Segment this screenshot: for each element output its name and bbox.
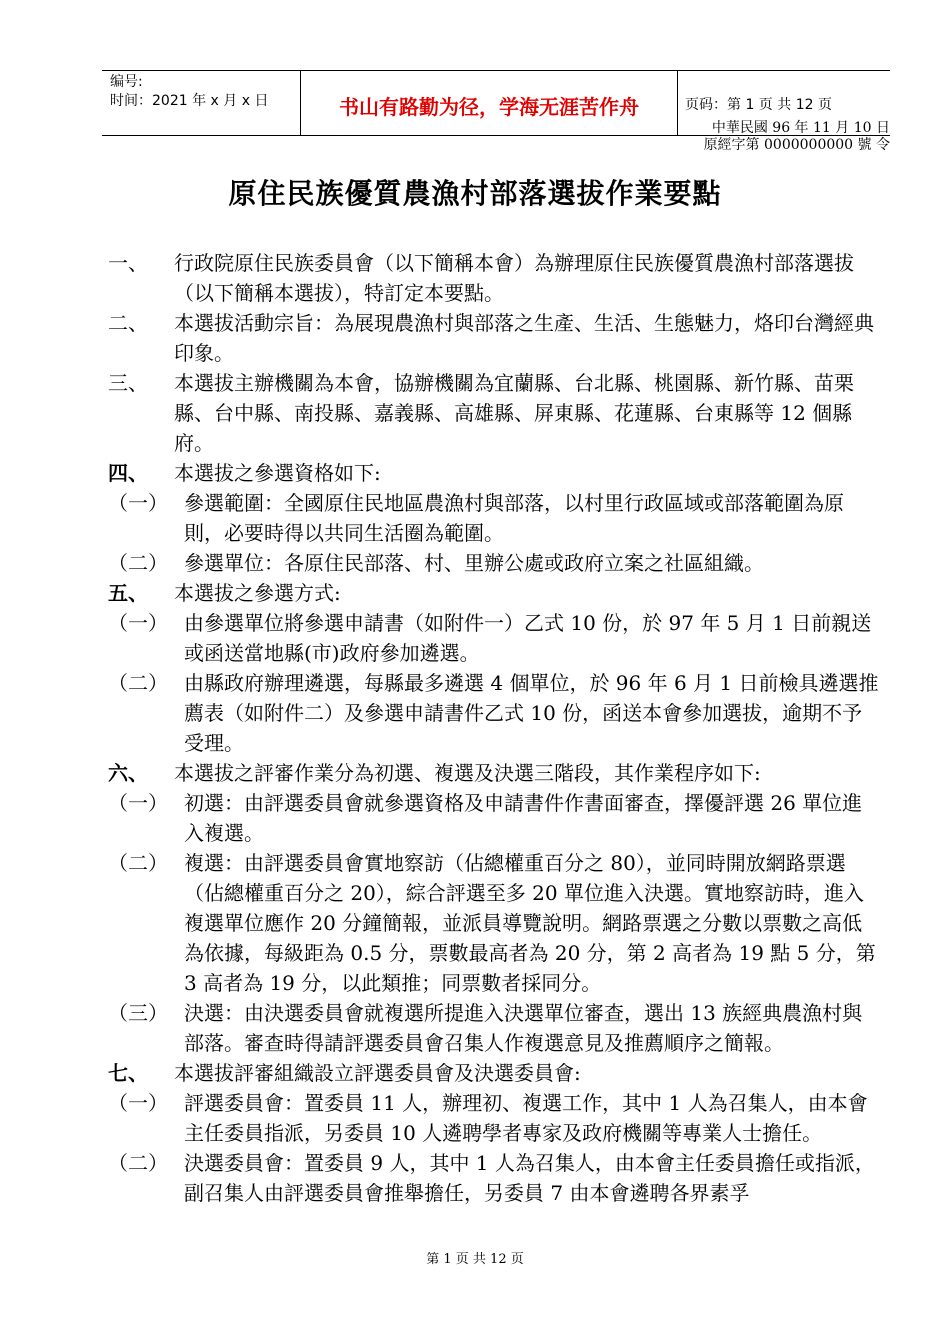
issue-ref: 原經字第 0000000000 號 令 bbox=[703, 137, 890, 153]
item-text: 複選：由評選委員會實地察訪（佔總權重百分之 80），並同時開放網路票選（佔總權重百分之 20），綜合評選至多 20 單位進入決選。實地察訪時，進入複選單位應作 20 分鐘簡報，並派員導覽說明。網路票選之分數以票數之高低為依據，每級距為 0.5 分，票數最高者為 20 分，第 2 高者為 19 點 5 分，第 3 高者為 19 分，以此類推；同票數者採同分。 bbox=[184, 851, 876, 995]
sub-item bbox=[108, 1088, 898, 1148]
item-text: 參選單位：各原住民部落、村、里辦公處或政府立案之社區組織。 bbox=[184, 551, 764, 575]
article-item bbox=[108, 308, 898, 368]
sub-item bbox=[108, 848, 898, 998]
code-label: 编号: bbox=[110, 74, 143, 90]
header-motto: 书山有路勤为径，学海无涯苦作舟 bbox=[339, 95, 639, 119]
item-number: （一） bbox=[108, 791, 168, 815]
item-number: （一） bbox=[108, 611, 168, 635]
item-text: 本選拔活動宗旨：為展現農漁村與部落之生產、生活、生態魅力，烙印台灣經典印象。 bbox=[174, 311, 874, 365]
article-item bbox=[108, 578, 898, 608]
item-number: 四、 bbox=[108, 461, 148, 485]
article-item bbox=[108, 248, 898, 308]
item-number: （二） bbox=[108, 1151, 168, 1175]
article-item bbox=[108, 458, 898, 488]
time-label: 时间：2021 年 x 月 x 日 bbox=[110, 93, 269, 109]
item-text: 由縣政府辦理遴選，每縣最多遴選 4 個單位，於 96 年 6 月 1 日前檢具遴選推薦表（如附件二）及參選申請書件乙式 10 份，函送本會參加選拔，逾期不予受理。 bbox=[184, 671, 879, 755]
sub-item bbox=[108, 998, 898, 1058]
article-item bbox=[108, 1058, 898, 1088]
sub-item bbox=[108, 668, 898, 758]
header-divider bbox=[677, 71, 678, 135]
issue-date: 中華民國 96 年 11 月 10 日 bbox=[711, 120, 890, 136]
item-number: （二） bbox=[108, 671, 168, 695]
sub-item bbox=[108, 488, 898, 548]
item-text: 本選拔之評審作業分為初選、複選及決選三階段，其作業程序如下: bbox=[174, 761, 761, 785]
header-page-info: 页码：第 1 页 共 12 页 bbox=[685, 97, 832, 113]
item-number: 七、 bbox=[108, 1061, 148, 1085]
item-number: （二） bbox=[108, 851, 168, 875]
article-item bbox=[108, 368, 898, 458]
item-text: 初選：由評選委員會就參選資格及申請書件作書面審查，擇優評選 26 單位進入複選。 bbox=[184, 791, 863, 845]
issue-info bbox=[704, 120, 890, 154]
item-text: 本選拔評審組織設立評選委員會及決選委員會: bbox=[174, 1061, 581, 1085]
item-number: 五、 bbox=[108, 581, 148, 605]
sub-item bbox=[108, 788, 898, 848]
item-text: 本選拔主辦機關為本會，協辦機關為宜蘭縣、台北縣、桃園縣、新竹縣、苗栗縣、台中縣、南投縣、嘉義縣、高雄縣、屏東縣、花蓮縣、台東縣等 12 個縣府。 bbox=[174, 371, 854, 455]
item-text: 由參選單位將參選申請書（如附件一）乙式 10 份，於 97 年 5 月 1 日前親送或函送當地縣(市)政府參加遴選。 bbox=[184, 611, 872, 665]
sub-item bbox=[108, 608, 898, 668]
item-text: 決選委員會：置委員 9 人，其中 1 人為召集人，由本會主任委員擔任或指派，副召集人由評選委員會推舉擔任，另委員 7 由本會遴聘各界素孚 bbox=[184, 1151, 875, 1205]
item-text: 評選委員會：置委員 11 人，辦理初、複選工作，其中 1 人為召集人，由本會主任委員指派，另委員 10 人遴聘學者專家及政府機關等專業人士擔任。 bbox=[184, 1091, 868, 1145]
header-meta bbox=[110, 73, 268, 111]
item-number: （二） bbox=[108, 551, 168, 575]
document-body bbox=[108, 248, 898, 1208]
page-title: 原住民族優質農漁村部落選拔作業要點 bbox=[228, 177, 722, 210]
item-text: 決選：由決選委員會就複選所提進入決選單位審查，選出 13 族經典農漁村與部落。審查時得請評選委員會召集人作複選意見及推薦順序之簡報。 bbox=[184, 1001, 863, 1055]
item-number: 二、 bbox=[108, 311, 148, 335]
page-footer: 第 1 页 共 12 页 bbox=[426, 1252, 524, 1267]
item-number: （三） bbox=[108, 1001, 168, 1025]
item-number: 六、 bbox=[108, 761, 148, 785]
item-text: 本選拔之參選方式: bbox=[174, 581, 341, 605]
article-item bbox=[108, 758, 898, 788]
item-text: 參選範圍：全國原住民地區農漁村與部落，以村里行政區域或部落範圍為原則，必要時得以共同生活圈為範圍。 bbox=[184, 491, 844, 545]
item-text: 本選拔之參選資格如下: bbox=[174, 461, 381, 485]
item-number: 一、 bbox=[108, 251, 148, 275]
item-number: （一） bbox=[108, 491, 168, 515]
sub-item bbox=[108, 548, 898, 578]
item-text: 行政院原住民族委員會（以下簡稱本會）為辦理原住民族優質農漁村部落選拔（以下簡稱本選拔），特訂定本要點。 bbox=[174, 251, 854, 305]
item-number: 三、 bbox=[108, 371, 148, 395]
item-number: （一） bbox=[108, 1091, 168, 1115]
sub-item bbox=[108, 1148, 898, 1208]
